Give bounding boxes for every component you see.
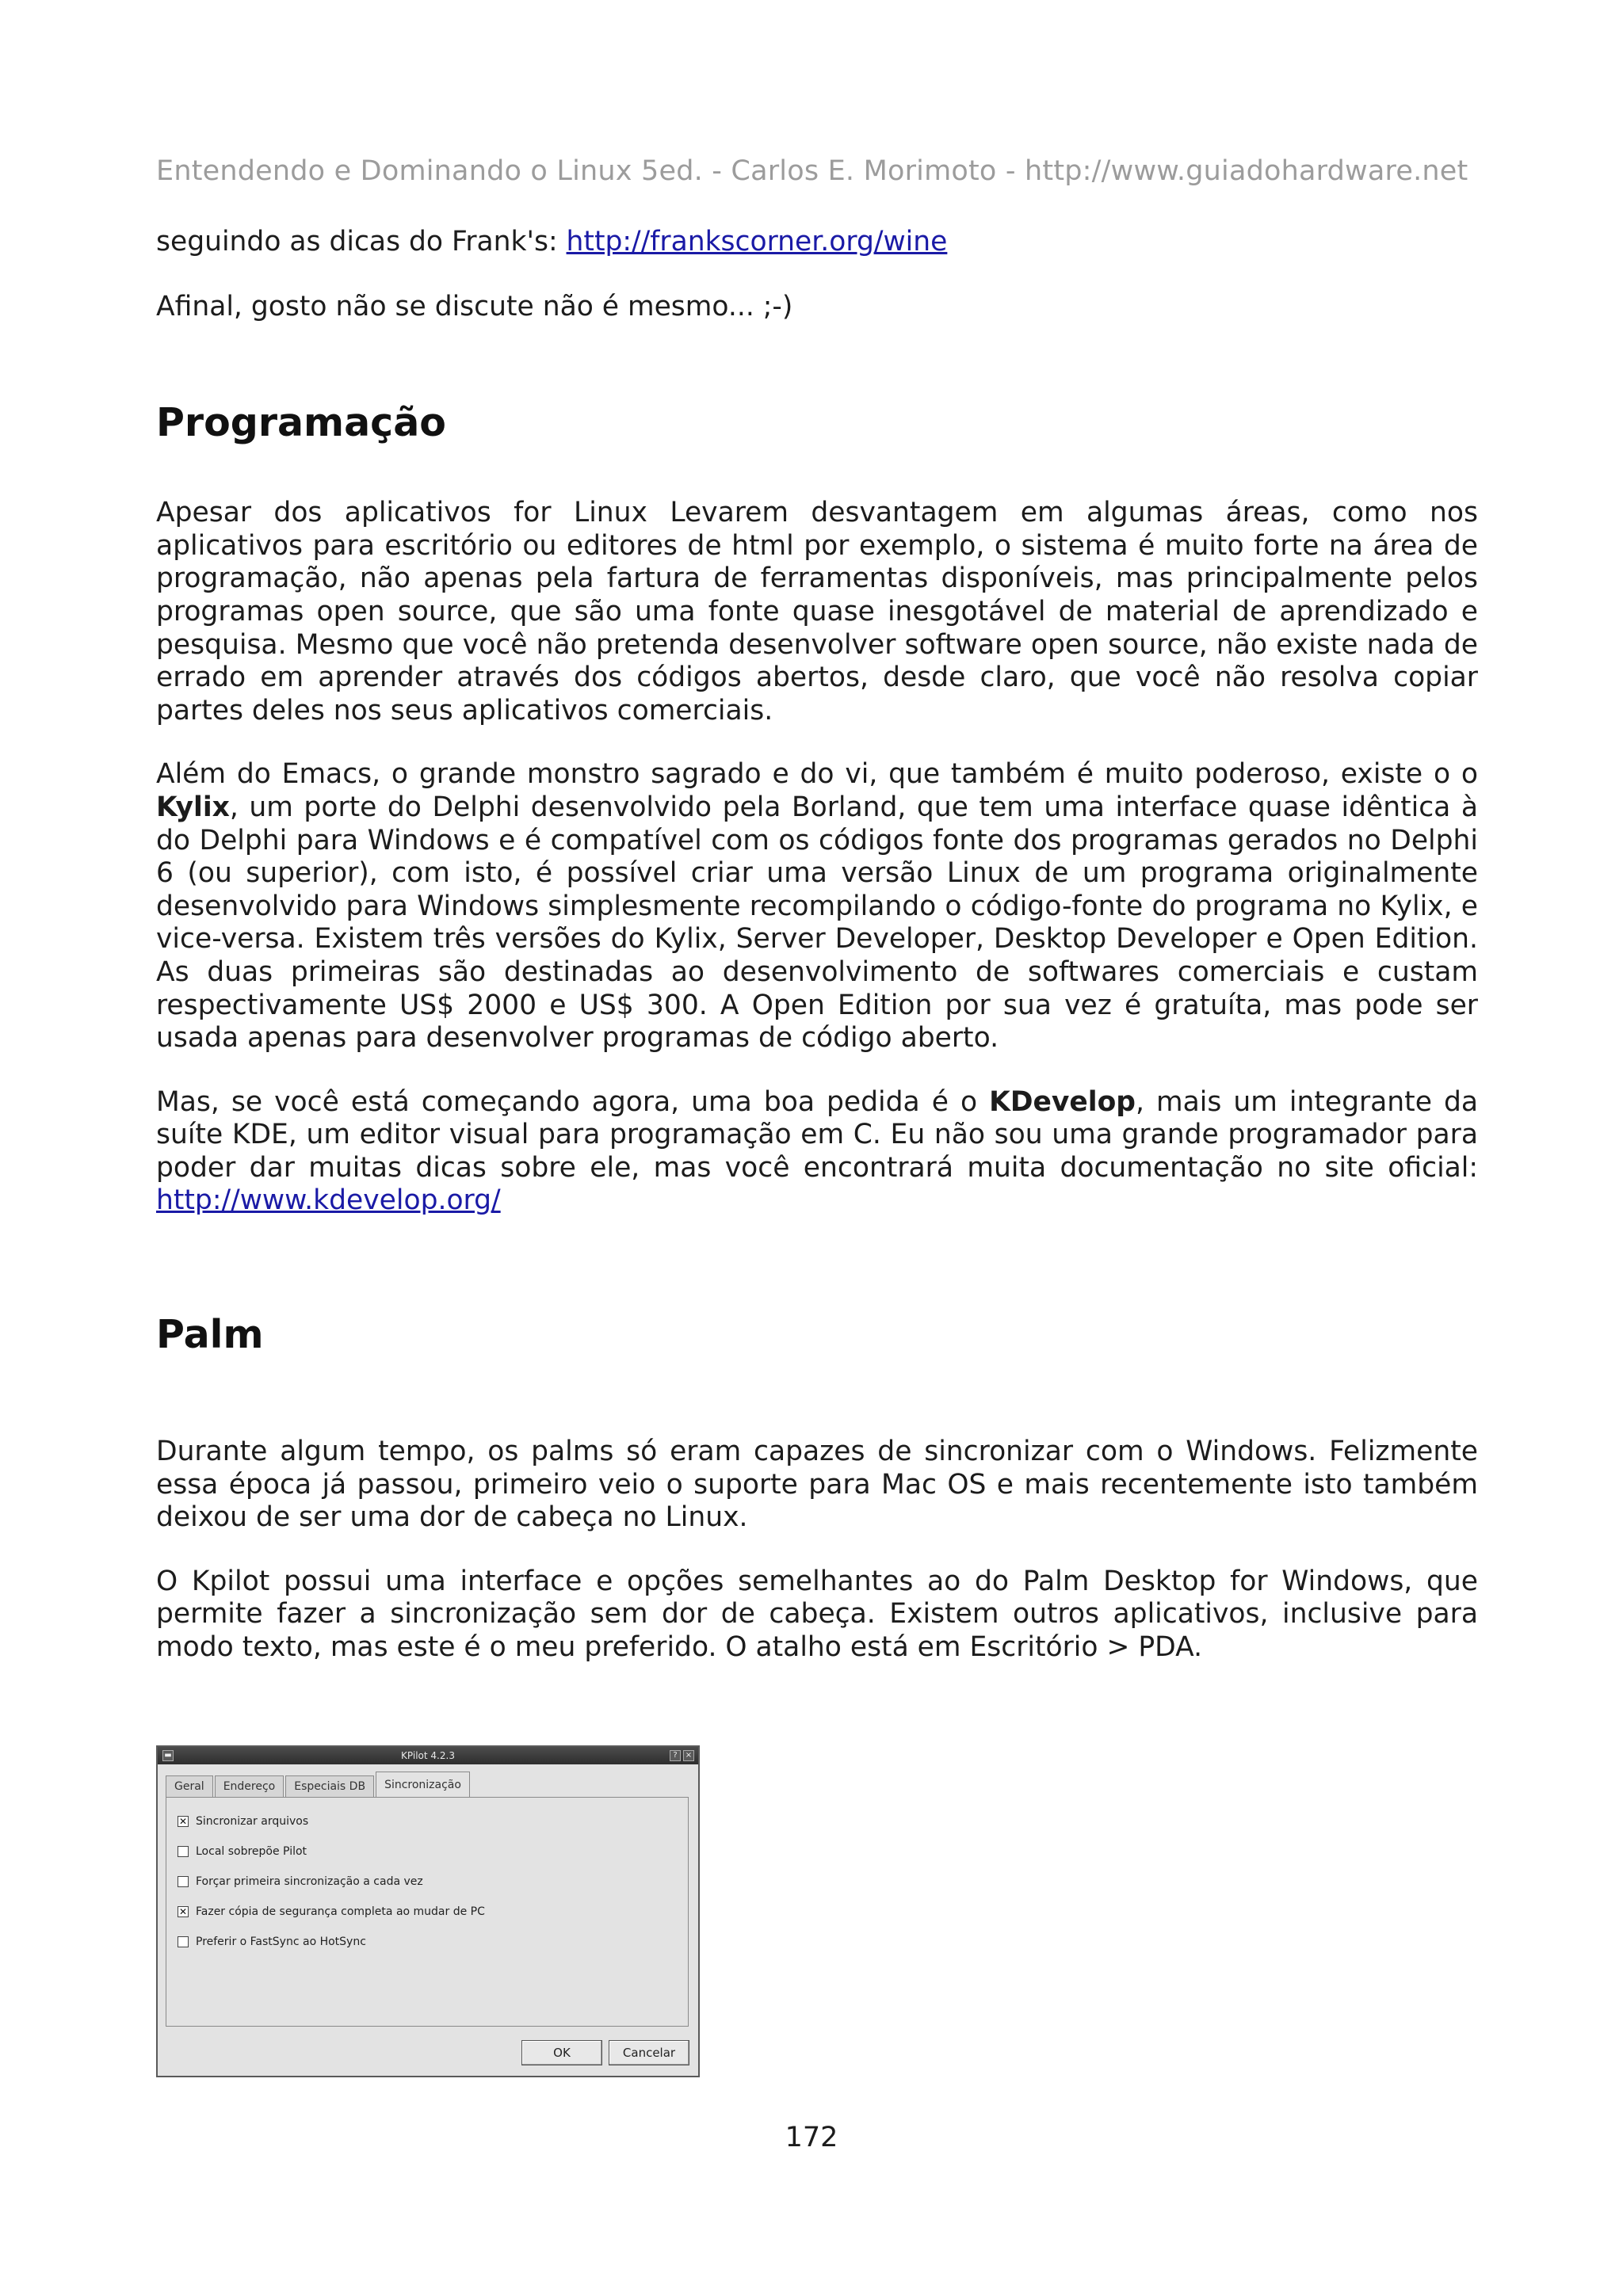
kpilot-tab-bar bbox=[166, 1773, 472, 1797]
tab-especiais-db: Especiais DB bbox=[285, 1775, 374, 1797]
tab-endereco: Endereço bbox=[215, 1775, 285, 1797]
intro-paragraph-2: Afinal, gosto não se discute não é mesmo... ;-) bbox=[156, 290, 793, 322]
page-header: Entendendo e Dominando o Linux 5ed. - Carlos E. Morimoto - http://www.guiadohardware.net bbox=[156, 155, 1468, 187]
option-label: Fazer cópia de segurança completa ao mudar de PC bbox=[196, 1905, 485, 1918]
checkbox-icon bbox=[178, 1936, 189, 1947]
kdevelop-link[interactable]: http://www.kdevelop.org/ bbox=[156, 1184, 501, 1217]
kylix-bold: Kylix bbox=[156, 791, 230, 823]
kylix-text-a: Além do Emacs, o grande monstro sagrado e do vi, que também é muito poderoso, existe o o bbox=[156, 758, 1478, 791]
checkbox-icon bbox=[178, 1876, 189, 1887]
frankscorner-link[interactable]: http://frankscorner.org/wine bbox=[566, 226, 948, 257]
programacao-paragraph-1: Apesar dos aplicativos for Linux Levarem desvantagem em algumas áreas, como nos aplicativos para escritório ou editores de html por exemplo, o sistema é muito forte na área de programação, não apenas pela fartura de ferramentas disponíveis, mas principalmente pelos programas open source, que são uma fonte quase inesgotável de material de aprendizado e pesquisa. Mesmo que você não pretenda desenvolver software open source, não existe nada de errado em aprender através dos códigos abertos, desde claro, que você não resolva copiar partes deles nos seus aplicativos comerciais. bbox=[156, 497, 1478, 727]
option-copia-seguranca bbox=[178, 1905, 485, 1918]
page-number: 172 bbox=[785, 2122, 838, 2153]
ok-button: OK bbox=[521, 2040, 602, 2065]
option-label: Sincronizar arquivos bbox=[196, 1815, 309, 1828]
programacao-paragraph-3 bbox=[156, 1086, 1478, 1218]
kpilot-panel bbox=[166, 1797, 689, 2027]
section-heading-palm: Palm bbox=[156, 1312, 264, 1358]
option-sincronizar-arquivos bbox=[178, 1815, 308, 1828]
cancel-button: Cancelar bbox=[609, 2040, 689, 2065]
palm-paragraph-1: Durante algum tempo, os palms só eram capazes de sincronizar com o Windows. Felizmente essa época já passou, primeiro veio o suporte para Mac OS e mais recentemente isto também deixou de ser uma dor de cabeça no Linux. bbox=[156, 1436, 1478, 1534]
help-icon: ? bbox=[670, 1750, 681, 1761]
checkbox-icon: ✕ bbox=[178, 1906, 188, 1917]
intro-paragraph-1 bbox=[156, 226, 1478, 259]
checkbox-icon: ✕ bbox=[178, 1816, 188, 1827]
option-local-sobrepoe-pilot bbox=[178, 1845, 307, 1858]
tab-sincronizacao: Sincronização bbox=[376, 1772, 470, 1798]
kpilot-titlebar bbox=[158, 1747, 698, 1764]
palm-paragraph-2: O Kpilot possui uma interface e opções semelhantes ao do Palm Desktop for Windows, que permite fazer a sincronização sem dor de cabeça. Existem outros aplicativos, inclusive para modo texto, mas este é o meu preferido. O atalho está em Escritório > PDA. bbox=[156, 1565, 1478, 1664]
close-icon: × bbox=[683, 1750, 694, 1761]
intro-text: seguindo as dicas do Frank's: bbox=[156, 226, 567, 257]
kpilot-screenshot bbox=[156, 1745, 700, 2077]
programacao-paragraph-2 bbox=[156, 758, 1478, 1055]
option-forcar-primeira-sincronizacao bbox=[178, 1875, 423, 1888]
page-content bbox=[156, 226, 1478, 1665]
kdevelop-text-b: , mais um integrante da suíte KDE, um editor visual para programação em C. Eu não sou uma grande programador para poder dar muitas dicas sobre ele, mas você encontrará muita documentação no site oficial: bbox=[156, 1085, 1478, 1184]
option-label: Forçar primeira sincronização a cada vez bbox=[196, 1875, 423, 1888]
tab-geral: Geral bbox=[166, 1775, 213, 1797]
option-label: Local sobrepõe Pilot bbox=[196, 1845, 307, 1858]
option-label: Preferir o FastSync ao HotSync bbox=[196, 1936, 366, 1948]
option-preferir-fastsync bbox=[178, 1936, 366, 1948]
checkbox-icon bbox=[178, 1846, 189, 1857]
window-menu-icon: ▬ bbox=[162, 1750, 174, 1761]
kylix-text-b: , um porte do Delphi desenvolvido pela Borland, que tem uma interface quase idêntica à do Delphi para Windows e é compatível com os códigos fonte dos programas gerados no Delphi 6 (ou superior), com isto, é possível criar uma versão Linux de um programa originalmente desenvolvido para Windows simplesmente recompilando o código-fonte do programa no Kylix, e vice-versa. Existem três versões do Kylix, Server Developer, Desktop Developer e Open Edition. As duas primeiras são destinadas ao desenvolvimento de softwares comerciais e custam respectivamente US$ 2000 e US$ 300. A Open Edition por sua vez é gratuíta, mas pode ser usada apenas para desenvolver programas de código aberto. bbox=[156, 791, 1478, 1055]
section-heading-programacao: Programação bbox=[156, 400, 446, 446]
kpilot-title: KPilot 4.2.3 bbox=[401, 1750, 455, 1761]
kdevelop-text-a: Mas, se você está começando agora, uma boa pedida é o bbox=[156, 1085, 990, 1118]
kdevelop-bold: KDevelop bbox=[989, 1085, 1136, 1118]
